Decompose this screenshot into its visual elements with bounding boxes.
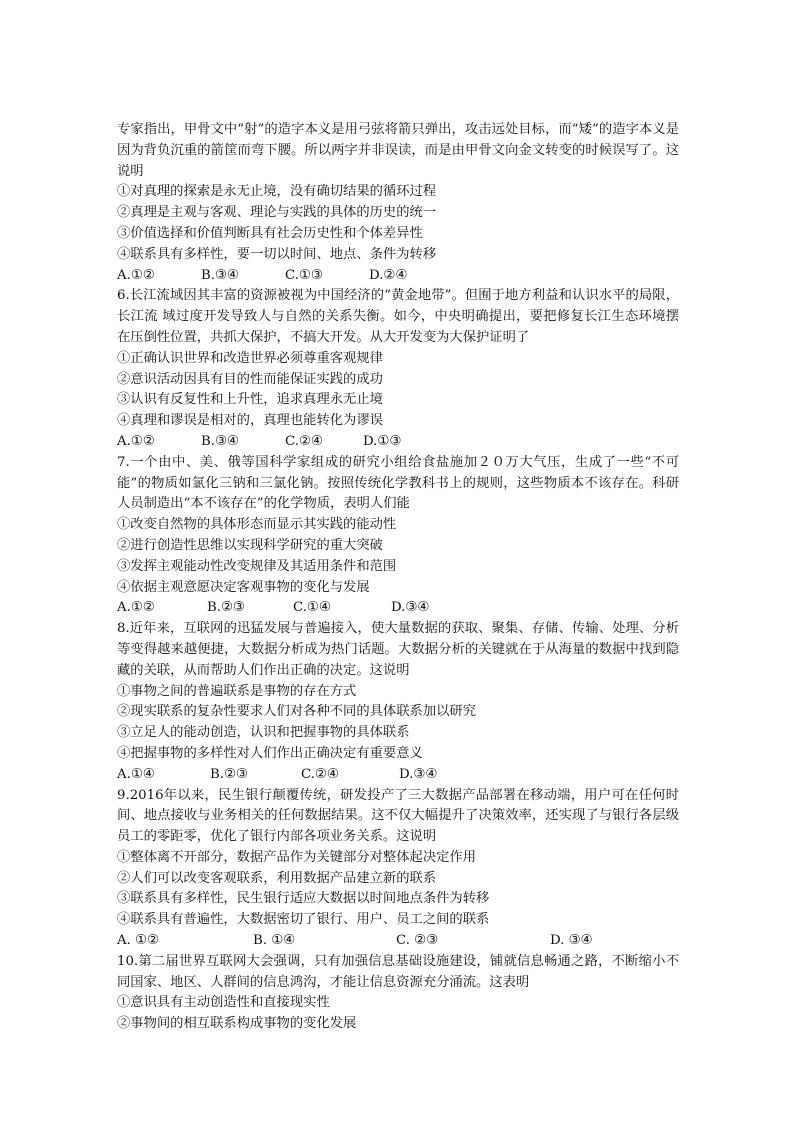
answer-options <box>117 931 679 952</box>
statement-3: ③价值选择和价值判断具有社会历史性和个体差异性 <box>117 225 423 241</box>
option-d: D.②④ <box>369 267 408 283</box>
question-6 <box>117 286 679 452</box>
option-d: D.①③ <box>363 433 402 449</box>
exam-page <box>117 120 679 1035</box>
option-d: D.③④ <box>399 766 438 782</box>
statement-1: ①整体离不开部分，数据产品作为关键部分对整体起决定作用 <box>117 849 477 865</box>
question-text: 长江流域因其丰富的资源被视为中国经济的“黄金地带”。但囿于地方利益和认识水平的局限，长江流 域过度开发导致人与自然的关系失衡。如今，中央明确提出，要把修复长江生态环境摆在压倒性位置，共抓大保护，不搞大开发。从大开发变为大保护证明了 <box>117 288 679 345</box>
option-a: A.①② <box>117 600 155 616</box>
option-b: B.③④ <box>201 433 239 449</box>
option-c: C.①③ <box>285 267 323 283</box>
statement-2: ②人们可以改变客观联系，利用数据产品建立新的联系 <box>117 870 437 886</box>
question-7 <box>117 453 679 619</box>
option-d: D.③④ <box>391 600 430 616</box>
option-c: C.①④ <box>293 600 331 616</box>
option-b: B. ①④ <box>253 933 296 949</box>
option-c: C.②④ <box>285 433 323 449</box>
answer-options <box>117 266 679 287</box>
statement-3: ③联系具有多样性，民生银行适应大数据以时间地点条件为转移 <box>117 891 490 907</box>
option-b: B.②③ <box>210 766 248 782</box>
statement-3: ③立足人的能动创造，认识和把握事物的具体联系 <box>117 725 410 741</box>
question-number: 8. <box>117 621 130 637</box>
question-stem <box>117 286 679 348</box>
statement-1: ①事物之间的普遍联系是事物的存在方式 <box>117 683 357 699</box>
statement-4: ④真理和谬误是相对的，真理也能转化为谬误 <box>117 413 383 429</box>
statement-3: ③认识有反复性和上升性，追求真理永无止境 <box>117 392 383 408</box>
option-d: D. ③④ <box>550 933 593 949</box>
question-number: 9. <box>117 787 130 803</box>
statement-4: ④联系具有多样性，要一切以时间、地点、条件为转移 <box>117 246 437 262</box>
question-stem <box>117 453 679 515</box>
option-b: B.②③ <box>207 600 245 616</box>
question-text: 近年来，互联网的迅猛发展与普遍接入，使大量数据的获取、聚集、存储、传输、处理、分析等变得越来越便捷，大数据分析成为热门话题。大数据分析的关键就在于从海量的数据中找到隐藏的关联，从而帮助人们作出正确的决定。这说明 <box>117 621 679 678</box>
answer-options <box>117 598 679 619</box>
question-text: 一个由中、美、俄等国科学家组成的研究小组给食盐施加２０万大气压，生成了一些“不可能”的物质如氯化三钠和三氯化钠。按照传统化学教科书上的规则，这些物质本不该存在。科研人员制造出“本不该存在”的化学物质，表明人们能 <box>117 454 679 512</box>
question-stem <box>117 952 679 994</box>
option-a: A.①④ <box>117 766 155 782</box>
question-8 <box>117 619 679 785</box>
statement-4: ④把握事物的多样性对人们作出正确决定有重要意义 <box>117 745 423 761</box>
question-number: 10. <box>117 953 139 969</box>
option-a: A. ①② <box>117 933 159 949</box>
statement-4: ④联系具有普遍性，大数据密切了银行、用户、员工之间的联系 <box>117 912 490 928</box>
answer-options <box>117 765 679 786</box>
option-c: C. ②③ <box>396 933 438 949</box>
statement-1: ①对真理的探索是永无止境，没有确切结果的循环过程 <box>117 184 437 200</box>
statement-2: ②意识活动因具有目的性而能保证实践的成功 <box>117 371 383 387</box>
question-5 <box>117 120 679 286</box>
statement-3: ③发挥主观能动性改变规律及其适用条件和范围 <box>117 558 397 574</box>
question-number: 7. <box>117 454 130 470</box>
question-stem <box>117 619 679 681</box>
question-stem: 专家指出，甲骨文中“射”的造字本义是用弓弦将箭只弹出，攻击远处目标，而“矮”的造字本义是因为背负沉重的箭筐而弯下腰。所以两字并非误读，而是由甲骨文向金文转变的时候误写了。这说明 <box>117 122 679 179</box>
question-text: 第二届世界互联网大会强调，只有加强信息基础设施建设，铺就信息畅通之路，不断缩小不同国家、地区、人群间的信息鸿沟，才能让信息资源充分涌流。这表明 <box>117 953 679 990</box>
option-a: A.①② <box>117 433 155 449</box>
statement-2: ②进行创造性思维以实现科学研究的重大突破 <box>117 537 383 553</box>
statement-2: ②现实联系的复杂性要求人们对各种不同的具体联系加以研究 <box>117 704 477 720</box>
question-10 <box>117 952 679 1035</box>
statement-2: ②事物间的相互联系构成事物的变化发展 <box>117 1016 357 1032</box>
question-stem <box>117 786 679 848</box>
option-c: C.②④ <box>301 766 339 782</box>
question-text: 2016年以来，民生银行颠覆传统，研发投产了三大数据产品部署在移动端，用户可在任何时间、地点接收与业务相关的任何数据结果。这不仅大幅提升了决策效率，还实现了与银行各层级员工的零距零，优化了银行内部各项业务关系。这说明 <box>117 787 679 845</box>
answer-options <box>117 432 679 453</box>
statement-1: ①改变自然物的具体形态而显示其实践的能动性 <box>117 517 397 533</box>
question-number: 6. <box>117 288 130 304</box>
question-9 <box>117 786 679 952</box>
statement-1: ①意识具有主动创造性和直接现实性 <box>117 995 330 1011</box>
option-a: A.①② <box>117 267 155 283</box>
statement-2: ②真理是主观与客观、理论与实践的具体的历史的统一 <box>117 205 437 221</box>
option-b: B.③④ <box>201 267 239 283</box>
statement-1: ①正确认识世界和改造世界必须尊重客观规律 <box>117 350 383 366</box>
statement-4: ④依据主观意愿决定客观事物的变化与发展 <box>117 579 370 595</box>
